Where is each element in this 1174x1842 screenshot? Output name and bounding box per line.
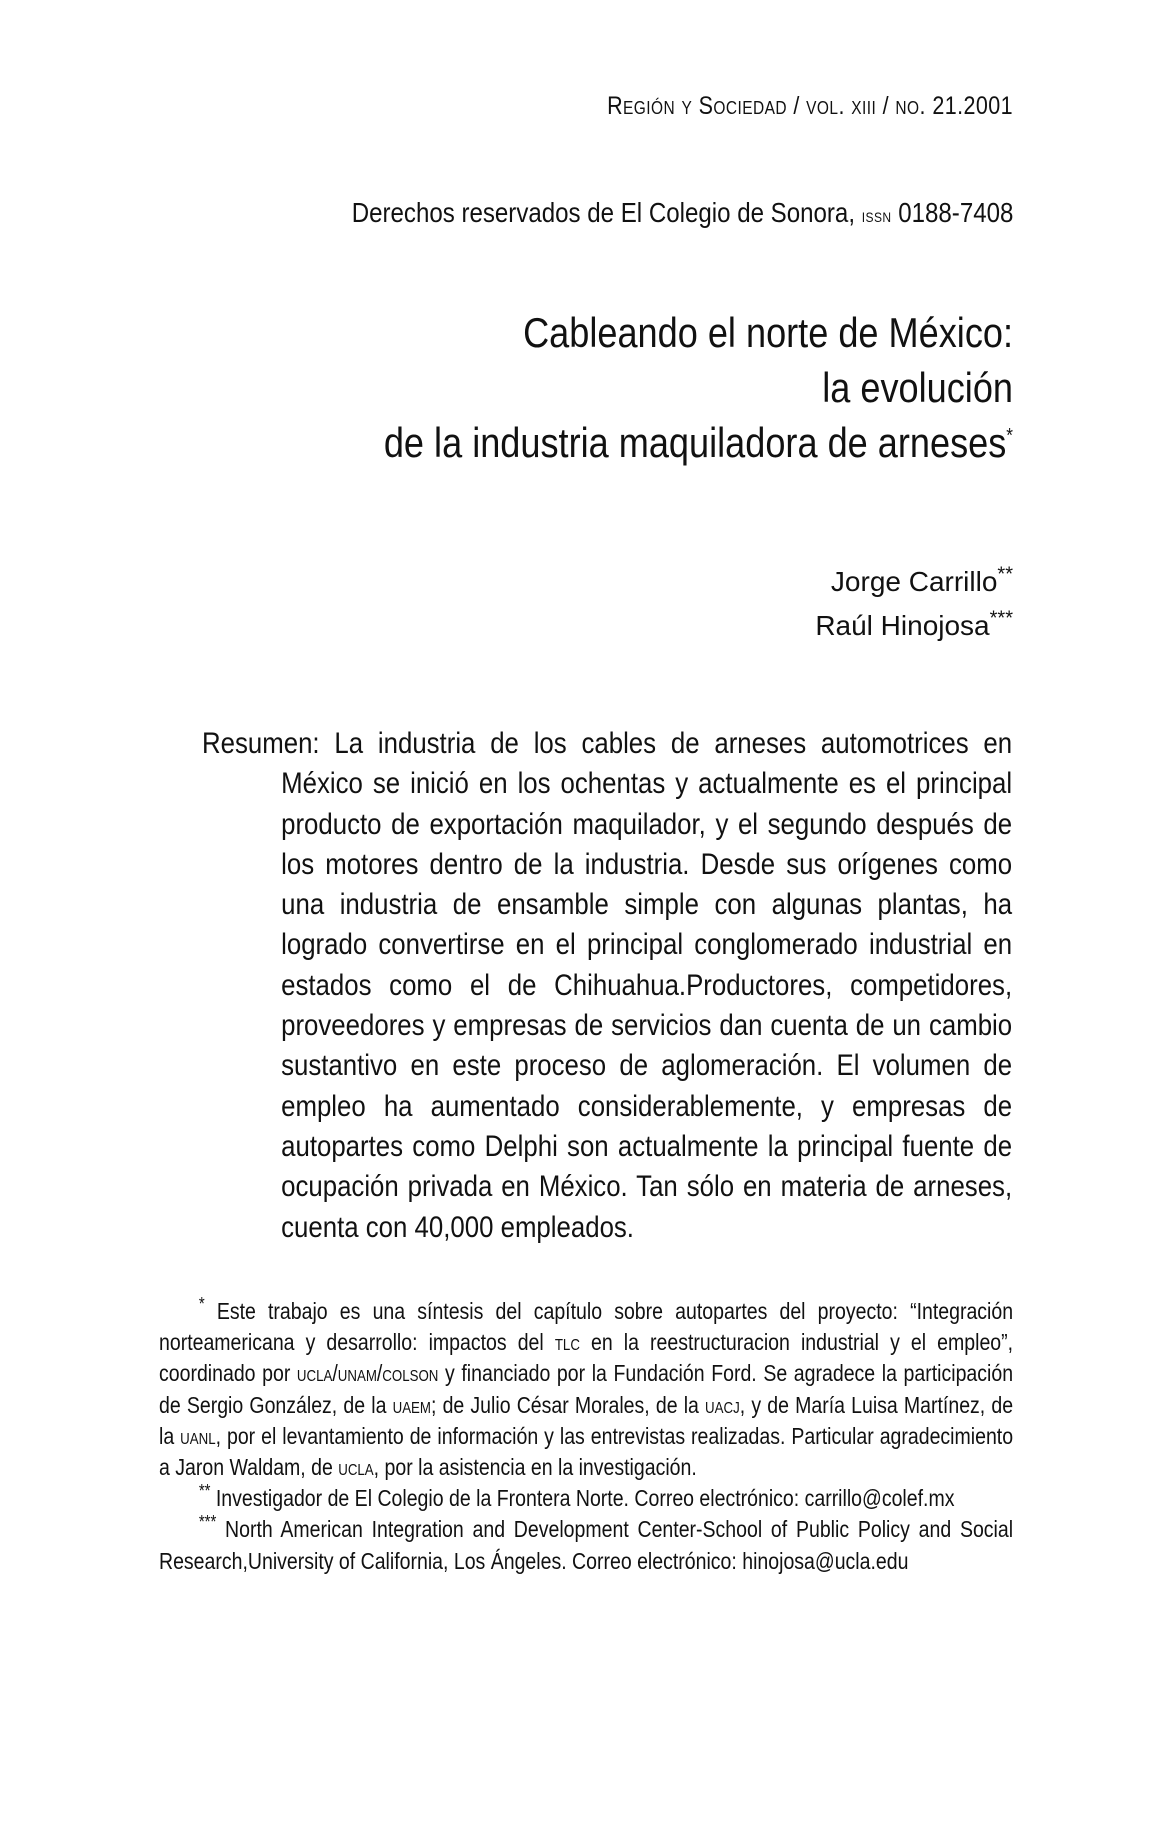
header-separator: / bbox=[786, 92, 807, 120]
acronym-ucla: ucla bbox=[338, 1454, 374, 1481]
footnote-marker: ** bbox=[198, 1481, 211, 1502]
title-footnote-marker: * bbox=[1006, 425, 1013, 447]
journal-header bbox=[607, 92, 1013, 121]
title-line-3-text: de la industria maquiladora de arneses bbox=[383, 419, 1007, 466]
acronym-tlc: tlc bbox=[554, 1329, 580, 1356]
acronym-uaem: uaem bbox=[392, 1391, 431, 1418]
footnote-marker: *** bbox=[198, 1512, 217, 1533]
number-label: no. bbox=[895, 92, 926, 120]
author-footnote-marker: ** bbox=[997, 563, 1013, 586]
abstract-text: La industria de los cables de arneses automotrices en México se inició en los ochentas y actualmente es el principal producto de exportación maquilador, y el segundo después de los motores dentro de la industria. Desde sus orígenes como una industria de ensamble simple con algunas plantas, ha logrado convertirse en el principal conglomerado industrial en estados como el de Chihuahua.Productores, competidores, proveedores y empresas de servicios dan cuenta de un cambio sustantivo en este proceso de aglomeración. El volumen de empleo ha aumentado considerablemente, y empresas de autopartes como Delphi son actualmente la principal fuente de ocupación privada en México. Tan sólo en materia de arneses, cuenta con 40,000 empleados. bbox=[281, 727, 1013, 1244]
header-separator: / bbox=[876, 92, 896, 120]
author-footnote-marker: *** bbox=[989, 607, 1013, 630]
author-name: Raúl Hinojosa bbox=[815, 610, 990, 641]
volume-value: xiii bbox=[844, 92, 877, 120]
footnotes-body bbox=[159, 1296, 1013, 1577]
issn-value: 0188-7408 bbox=[891, 197, 1013, 228]
abstract-label: Resumen: bbox=[202, 727, 320, 760]
footnote-text: ; de Julio César Morales, de la bbox=[430, 1391, 706, 1418]
acronym-uacj: uacj bbox=[705, 1391, 740, 1418]
abstract-body bbox=[202, 724, 1012, 1248]
footnotes bbox=[159, 1296, 1013, 1577]
footnote-text: , por el levantamiento de información y las entrevistas realizadas. Particular agradecimiento a Jaron Waldam, de bbox=[159, 1422, 1014, 1481]
footnote-text: , por la asistencia en la investigación. bbox=[373, 1454, 697, 1481]
title-line-3 bbox=[325, 415, 1013, 470]
footnote-1 bbox=[159, 1296, 1013, 1483]
footnote-text: Investigador de El Colegio de la Frontera Norte. Correo electrónico: carrillo@colef.mx bbox=[210, 1485, 955, 1512]
footnote-text: , y de María Luisa Martínez, de la bbox=[159, 1391, 1014, 1449]
issn-label: issn bbox=[861, 205, 892, 227]
title-line-2: la evolución bbox=[822, 364, 1013, 411]
footnote-marker: * bbox=[198, 1294, 205, 1315]
acronym-institutions: ucla/unam/colson bbox=[296, 1360, 439, 1387]
copyright-text: Derechos reservados de El Colegio de Sonora, bbox=[351, 197, 862, 228]
acronym-uanl: uanl bbox=[180, 1422, 216, 1449]
number-value: 21.2001 bbox=[925, 92, 1013, 120]
footnote-text: Este trabajo es una síntesis del capítulo sobre autopartes del proyecto: “Integración norteamericana y desarrollo: impactos del bbox=[159, 1298, 1014, 1356]
volume-label: vol. bbox=[806, 92, 845, 120]
footnote-2 bbox=[159, 1483, 1013, 1514]
author bbox=[815, 604, 1013, 648]
journal-name: Región y Sociedad bbox=[607, 92, 787, 120]
article-title bbox=[325, 305, 1013, 470]
abstract bbox=[202, 724, 1012, 1248]
title-line-1: Cableando el norte de México: bbox=[523, 309, 1013, 356]
footnote-text: y financiado por la Fundación Ford. Se agradece la participación de Sergio González, de la bbox=[159, 1360, 1014, 1418]
author-name: Jorge Carrillo bbox=[830, 566, 998, 597]
footnote-text: en la reestructuracion industrial y el empleo”, coordinado por bbox=[159, 1329, 1014, 1387]
author-list bbox=[815, 560, 1013, 648]
copyright-line bbox=[351, 197, 1013, 229]
author bbox=[815, 560, 1013, 604]
footnote-3 bbox=[159, 1514, 1013, 1576]
footnote-text: North American Integration and Development Center-School of Public Policy and Social Research,University of California, Los Ángeles. Correo electrónico: hinojosa@ucla.edu bbox=[159, 1516, 1014, 1574]
